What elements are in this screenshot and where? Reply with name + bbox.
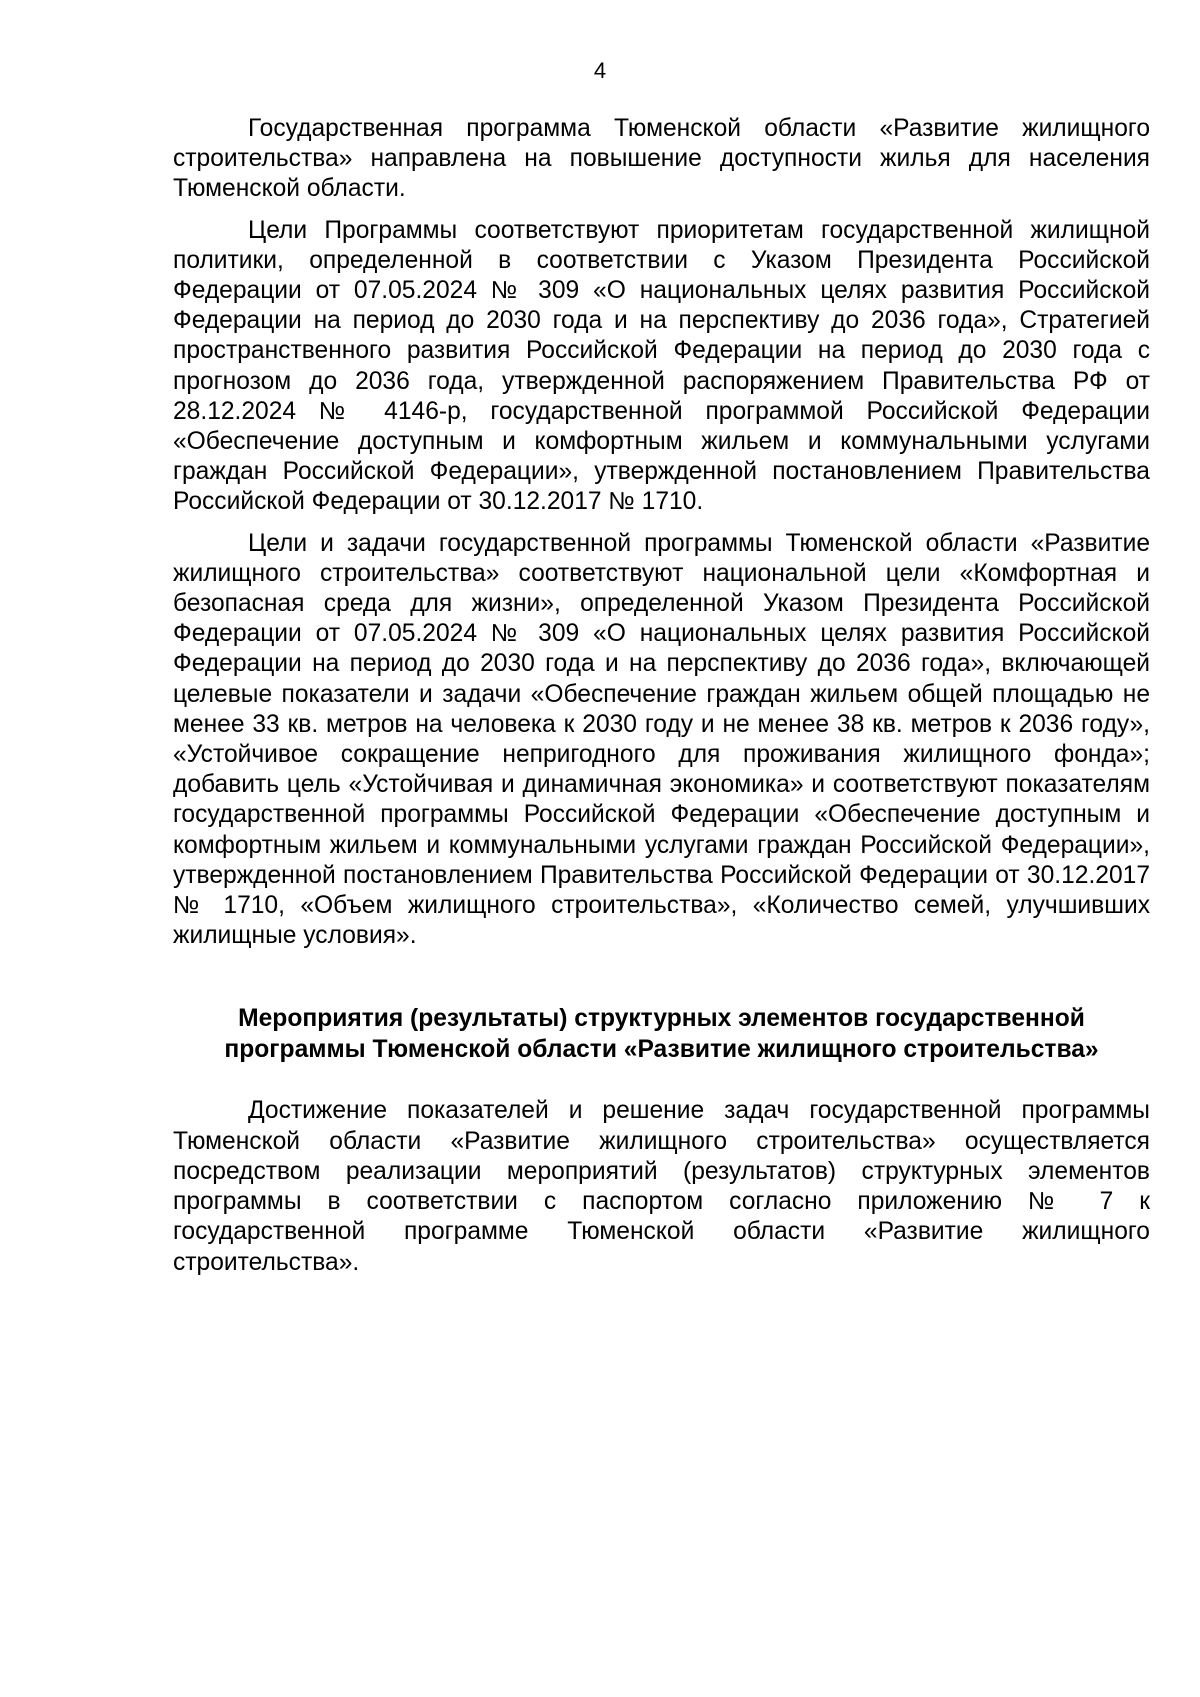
paragraph-achievement: Достижение показателей и решение задач государственной программы Тюменской области «Развитие жилищного строительства» осуществляется посредством реализации мероприятий (результатов) структурных элементов программы в соответствии с паспортом согласно приложению № 7 к государственной программе Тюменской области «Развитие жилищного строительства».: [173, 1097, 1150, 1276]
paragraph-program-goals: Цели Программы соответствуют приоритетам государственной жилищной политики, определенной в соответствии с Указом Президента Российской Федерации от 07.05.2024 № 309 «О национальных целях развития Российской Федерации на период до 2030 года и на перспективу до 2036 года», Стратегией пространственного развития Российской Федерации на период до 2030 года с прогнозом до 2036 года, утвержденной распоряжением Правительства РФ от 28.12.2024 № 4146-р, государственной программой Российской Федерации «Обеспечение доступным и комфортным жильем и коммунальными услугами граждан Российской Федерации», утвержденной постановлением Правительства Российской Федерации от 30.12.2017 № 1710.: [173, 216, 1150, 516]
paragraph-goals-and-tasks: Цели и задачи государственной программы Тюменской области «Развитие жилищного строительства» соответствуют национальной цели «Комфортная и безопасная среда для жизни», определенной Указом Президента Российской Федерации от 07.05.2024 № 309 «О национальных целях развития Российской Федерации на период до 2030 года и на перспективу до 2036 года», включающей целевые показатели и задачи «Обеспечение граждан жильем общей площадью не менее 33 кв. метров на человека к 2030 году и не менее 38 кв. метров к 2036 году», «Устойчивое сокращение непригодного для проживания жилищного фонда»; добавить цель «Устойчивая и динамичная экономика» и соответствуют показателям государственной программы Российской Федерации «Обеспечение доступным и комфортным жильем и коммунальными услугами граждан Российской Федерации», утвержденной постановлением Правительства Российской Федерации от 30.12.2017 № 1710, «Объем жилищного строительства», «Количество семей, улучшивших жилищные условия».: [173, 529, 1150, 950]
document-body: [173, 114, 1150, 1289]
page-number: 4: [593, 58, 607, 83]
paragraph-program-purpose: Государственная программа Тюменской области «Развитие жилищного строительства» направлена на повышение доступности жилья для населения Тюменской области.: [173, 115, 1150, 203]
section-heading: Мероприятия (результаты) структурных элементов государственной программы Тюменской области «Развитие жилищного строительства»: [224, 1005, 1099, 1064]
